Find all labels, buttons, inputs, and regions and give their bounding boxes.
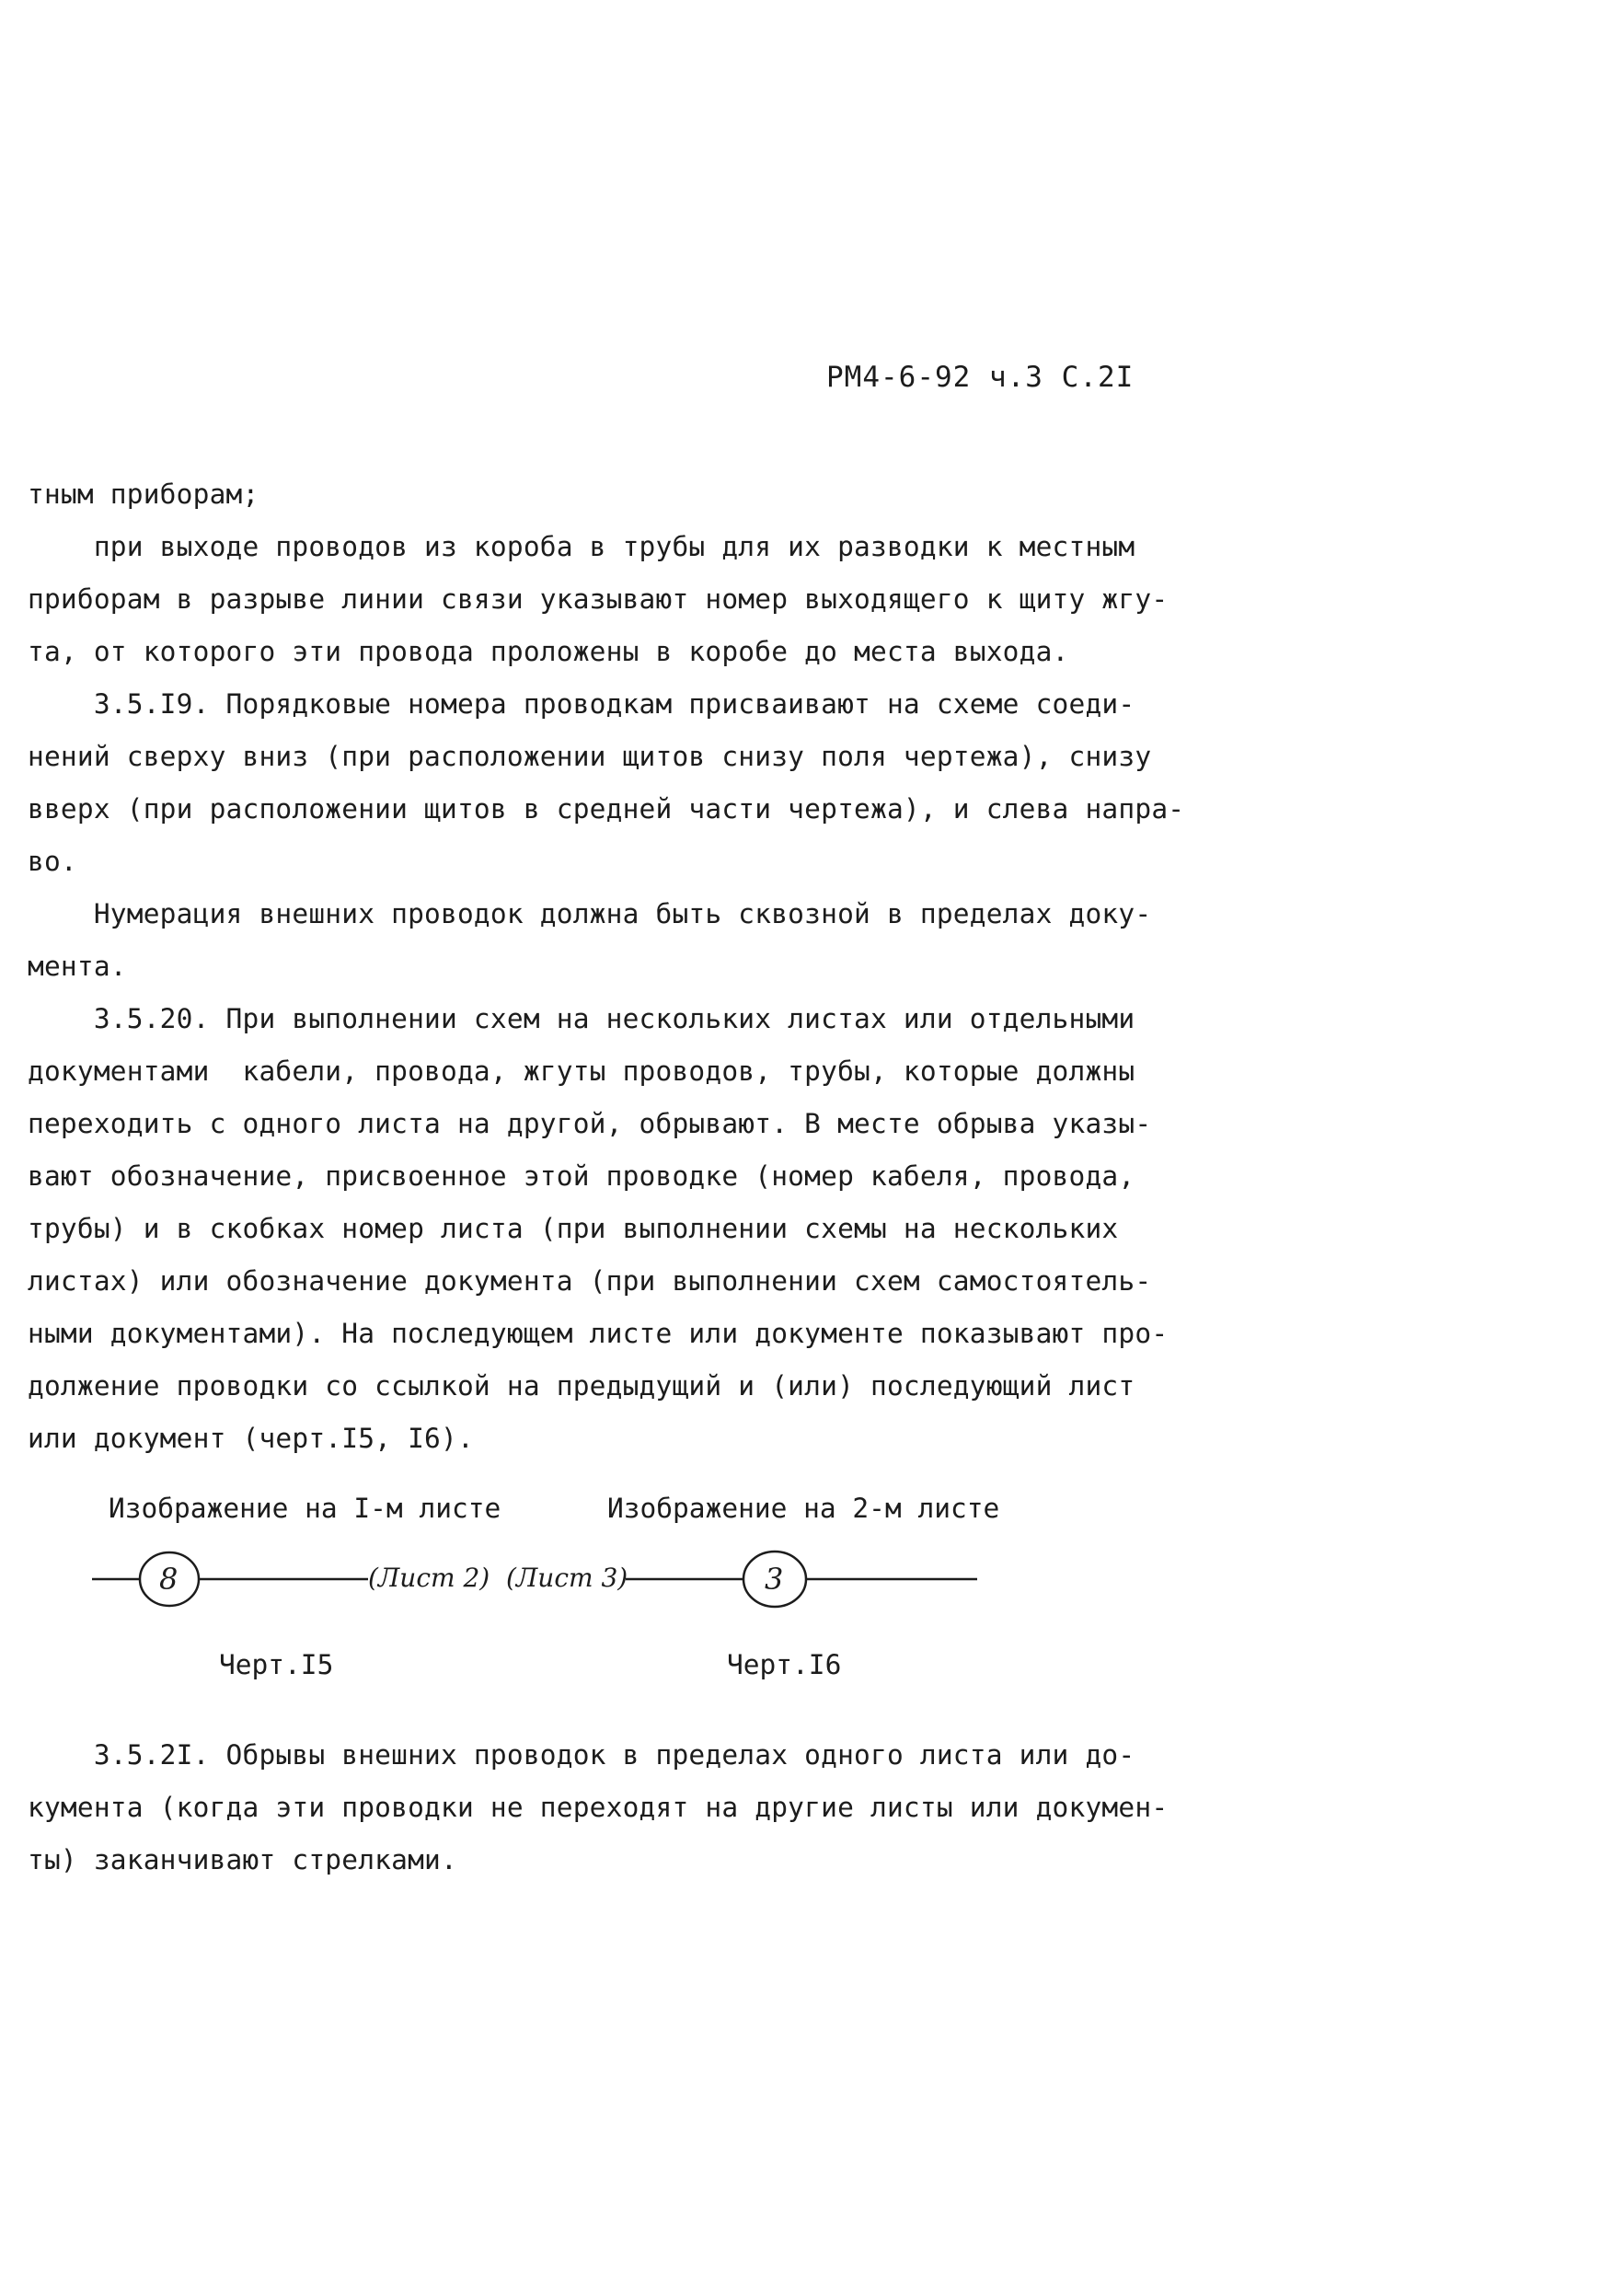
document-reference: РМ4-6-92 ч.3 С.2I (826, 361, 1135, 394)
text-line: та, от которого эти провода проложены в коробе до места выхода. (28, 636, 1069, 667)
figure-right-caption: Черт.I6 (727, 1649, 842, 1680)
text-line: 3.5.2I. Обрывы внешних проводок в пределах одного листа или до- (28, 1739, 1135, 1771)
text-line: или документ (черт.I5, I6). (28, 1423, 474, 1454)
text-line: листах) или обозначение документа (при выполнении схем самостоятель- (28, 1265, 1152, 1297)
text-line: вверх (при расположении щитов в средней части чертежа), и слева напра- (28, 793, 1185, 825)
text-line: нений сверху вниз (при расположении щитов снизу поля чертежа), снизу (28, 741, 1152, 772)
connection-break-diagram (0, 1528, 1613, 1638)
text-line: 3.5.I9. Порядковые номера проводкам присваивают на схеме соеди- (28, 688, 1135, 720)
text-line: вают обозначение, присвоенное этой проводке (номер кабеля, провода, (28, 1160, 1135, 1192)
text-line: ты) заканчивают стрелками. (28, 1844, 457, 1875)
figure-left-caption: Черт.I5 (219, 1649, 334, 1680)
text-line: трубы) и в скобках номер листа (при выполнении схемы на нескольких (28, 1213, 1119, 1244)
text-line: Нумерация внешних проводок должна быть сквозной в пределах доку- (28, 898, 1152, 929)
text-line: кумента (когда эти проводки не переходят на другие листы или докумен- (28, 1792, 1169, 1823)
left-sheet-reference: (Лист 2) (368, 1563, 490, 1593)
text-line: 3.5.20. При выполнении схем на нескольких листах или отдельными (28, 1003, 1135, 1034)
right-wire-number: 3 (765, 1562, 784, 1597)
figure-left-title: Изображение на I-м листе (109, 1493, 501, 1524)
text-line: при выходе проводов из короба в трубы для их разводки к местным (28, 531, 1135, 562)
text-line: мента. (28, 951, 127, 982)
text-line: должение проводки со ссылкой на предыдущий и (или) последующий лист (28, 1370, 1135, 1402)
text-line: приборам в разрыве линии связи указывают номер выходящего к щиту жгу- (28, 583, 1169, 615)
text-line: тным приборам; (28, 479, 259, 510)
right-sheet-reference: (Лист 3) (506, 1563, 628, 1593)
text-line: во. (28, 846, 77, 877)
figure-right-title: Изображение на 2-м листе (607, 1493, 1000, 1524)
text-line: ными документами). На последующем листе или документе показывают про- (28, 1318, 1169, 1349)
left-wire-number: 8 (159, 1562, 179, 1597)
text-line: переходить с одного листа на другой, обрывают. В месте обрыва указы- (28, 1108, 1152, 1139)
text-line: документами кабели, провода, жгуты проводов, трубы, которые должны (28, 1056, 1135, 1087)
